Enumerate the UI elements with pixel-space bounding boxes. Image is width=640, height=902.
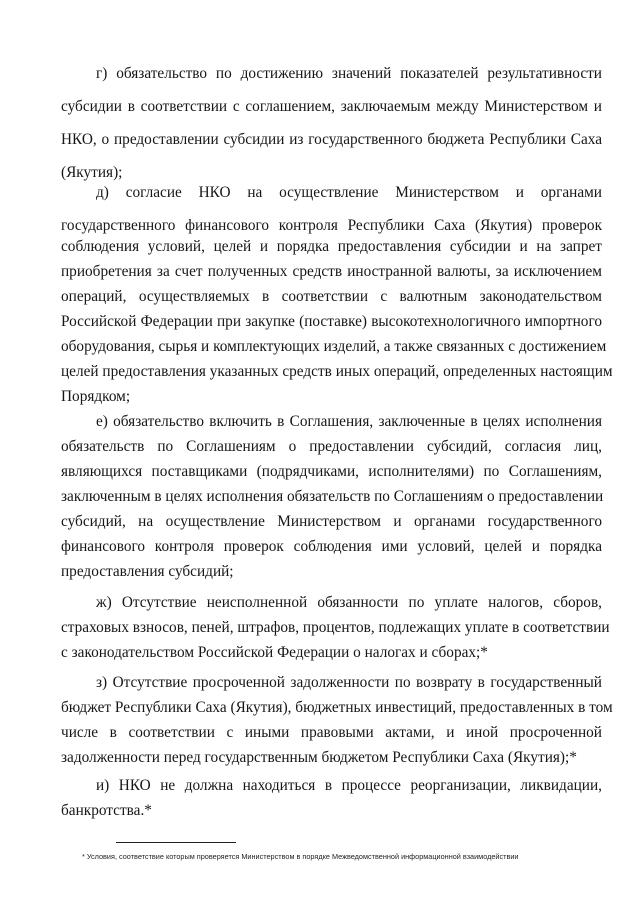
paragraph-line: ж) Отсутствие неисполненной обязанности по уплате налогов, сборов, (96, 594, 602, 611)
paragraph-line: Порядком; (61, 388, 131, 405)
paragraph-line: и) НКО не должна находиться в процессе реорганизации, ликвидации, (96, 777, 602, 794)
paragraph-line: бюджет Республики Саха (Якутия), бюджетных инвестиций, предоставленных в том (61, 699, 613, 716)
paragraph-line: з) Отсутствие просроченной задолженности по возврату в государственный (96, 674, 602, 691)
paragraph-line: целей предоставления указанных средств иных операций, определенных настоящим (61, 363, 613, 380)
paragraph-line: приобретения за счет полученных средств иностранной валюты, за исключением (61, 263, 602, 280)
paragraph-line: государственного финансового контроля Республики Саха (Якутия) проверок (61, 217, 602, 234)
paragraph-line: страховых взносов, пеней, штрафов, процентов, подлежащих уплате в соответствии (61, 619, 610, 636)
paragraph-line: являющихся поставщиками (подрядчиками, исполнителями) по Соглашениям, (61, 463, 602, 480)
footnote: * Условия, соответствие которым проверяется Министерством в порядке Межведомственной информационной взаимодействии (82, 852, 519, 861)
paragraph-line: обязательств по Соглашениям о предоставлении субсидий, согласия лиц, (61, 438, 602, 455)
paragraph-line: числе в соответствии с иными правовыми актами, и иной просроченной (61, 724, 602, 741)
paragraph-line: заключенным в целях исполнения обязательств по Соглашениям о предоставлении (61, 488, 604, 505)
paragraph-line: НКО, о предоставлении субсидии из государственного бюджета Республики Саха (61, 131, 602, 148)
paragraph-line: оборудования, сырья и комплектующих изделий, а также связанных с достижением (61, 338, 607, 355)
paragraph-line: г) обязательство по достижению значений показателей результативности (96, 65, 602, 82)
paragraph-line: с законодательством Российской Федерации о налогах и сборах;* (61, 644, 488, 661)
paragraph-line: задолженности перед государственным бюджетом Республики Саха (Якутия);* (61, 749, 577, 766)
paragraph-line: финансового контроля проверок соблюдения ими условий, целей и порядка (61, 538, 602, 555)
paragraph-line: е) обязательство включить в Соглашения, заключенные в целях исполнения (96, 413, 602, 430)
paragraph-line: (Якутия); (61, 164, 123, 181)
paragraph-line: субсидий, на осуществление Министерством и органами государственного (61, 513, 602, 530)
paragraph-line: субсидии в соответствии с соглашением, заключаемым между Министерством и (61, 98, 602, 115)
paragraph-line: соблюдения условий, целей и порядка предоставления субсидии и на запрет (61, 238, 602, 255)
paragraph-line: Российской Федерации при закупке (поставке) высокотехнологичного импортного (61, 313, 602, 330)
paragraph-line: предоставления субсидий; (61, 563, 234, 580)
paragraph-line: д) согласие НКО на осуществление Министерством и органами (96, 184, 602, 201)
paragraph-line: банкротства.* (61, 802, 152, 819)
footnote-separator (116, 842, 236, 843)
paragraph-line: операций, осуществляемых в соответствии с валютным законодательством (61, 288, 602, 305)
